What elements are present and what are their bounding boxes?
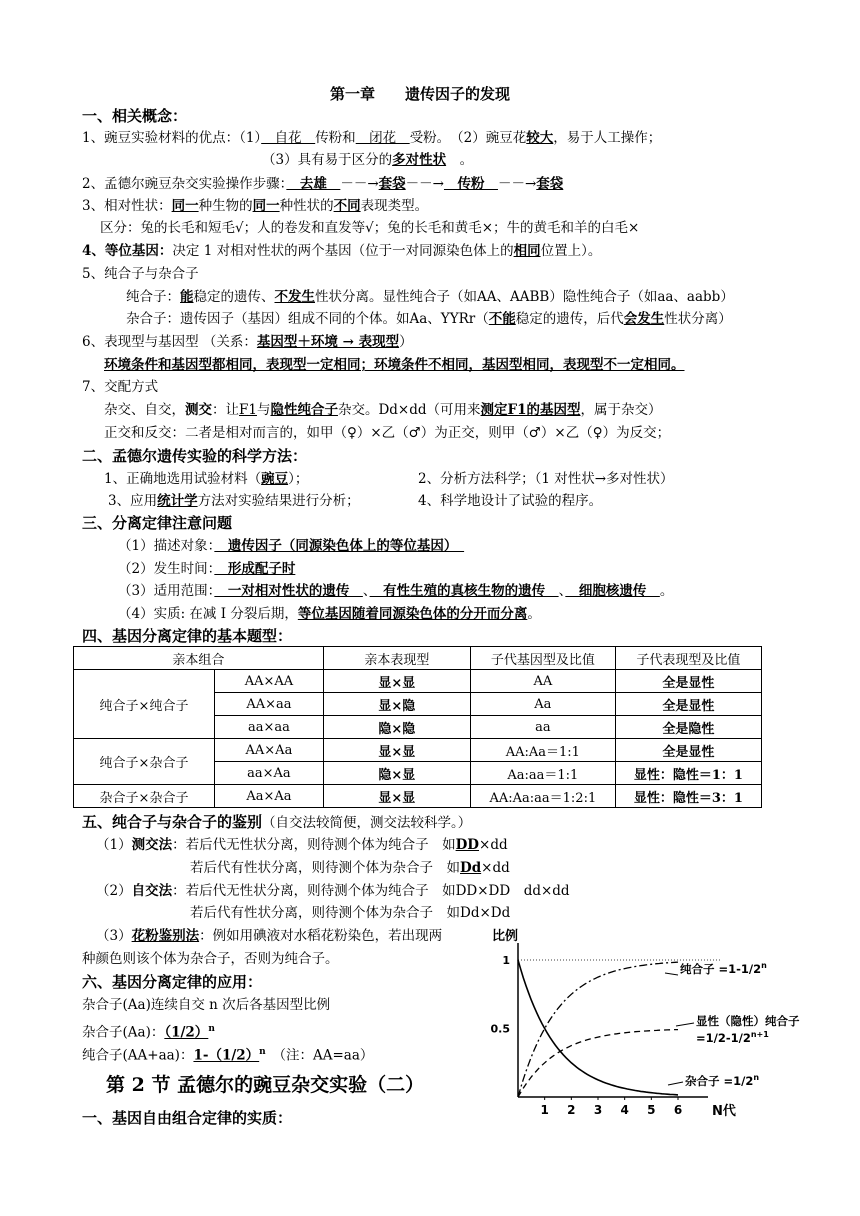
x-tick-label: 3 xyxy=(593,1103,603,1117)
text: 、 xyxy=(362,583,370,599)
emphasis: 遗传因子（同源染色体上的等位基因） xyxy=(214,538,465,554)
series-line-homozygote xyxy=(518,962,678,1097)
emphasis: 能 xyxy=(180,289,194,305)
text: ：例如用碘液对水稻花粉染色，若出现两 xyxy=(199,928,443,944)
text: 杂交。Dd×dd（可用来 xyxy=(337,402,481,418)
cell: AA:Aa＝1:1 xyxy=(470,739,615,762)
text: （3）具有易于区分的 xyxy=(262,152,393,168)
cell: AA×Aa xyxy=(215,739,324,762)
pollen-line-2: 种颜色则该个体为杂合子，否则为纯合子。 xyxy=(82,951,339,967)
pointer-arrow xyxy=(668,1082,683,1085)
group-cell: 纯合子×纯合子 xyxy=(74,670,215,739)
x-tick-label: 5 xyxy=(647,1103,656,1117)
selfing-intro: 杂合子(Aa)连续自交 n 次后各基因型比例 xyxy=(82,997,331,1013)
cell: Aa:aa＝1:1 xyxy=(470,762,615,785)
text: 种性状的 xyxy=(279,198,334,214)
x-tick-label: 6 xyxy=(673,1103,683,1117)
note-object xyxy=(118,536,464,556)
emphasis: 同一 xyxy=(252,198,280,214)
cell: Aa×Aa xyxy=(215,785,324,808)
selfcross-line-1 xyxy=(96,881,570,901)
text: 6、表现型与基因型 （关系： xyxy=(82,334,257,350)
text: ： xyxy=(172,883,186,899)
page-title: 第一章 遗传因子的发现 xyxy=(330,85,511,103)
emphasis: 统计学 xyxy=(157,493,198,509)
header-cell: 子代表现型及比值 xyxy=(615,647,761,670)
line-pea-advantages xyxy=(82,128,661,148)
emphasis: 有性生殖的真核生物的遗传 xyxy=(369,583,559,599)
section-2-title: 第 2 节 孟德尔的豌豆杂交实验（二） xyxy=(106,1074,425,1096)
text: 决定 1 对相对性状的两个基因（位于一对同源染色体上的 xyxy=(172,243,514,259)
series-line-heterozygote xyxy=(518,960,678,1095)
line-mating: 7、交配方式 xyxy=(82,379,159,395)
emphasis: 一对相对性状的遗传 xyxy=(214,583,363,599)
text: ）； xyxy=(288,471,309,487)
text: ：让 xyxy=(212,402,239,418)
note-scope xyxy=(118,581,673,601)
text: 性状分离） xyxy=(664,311,732,327)
group-cell: 杂合子×杂合子 xyxy=(74,785,215,808)
text: （1）描述对象： xyxy=(118,538,215,554)
line-distinguish: 区分：兔的长毛和短毛√；人的卷发和直发等√；兔的长毛和黄毛×；牛的黄毛和羊的白毛× xyxy=(100,220,640,236)
cell: 全是显性 xyxy=(615,739,761,762)
line-environment-note: 环境条件和基因型都相同，表现型一定相同；环境条件不相同，基因型相同，表现型不一定相同。 xyxy=(104,357,685,373)
method-1 xyxy=(104,469,308,489)
cell: 隐×显 xyxy=(323,762,470,785)
x-tick-label: 2 xyxy=(567,1103,576,1117)
emphasis: 相同 xyxy=(513,243,541,259)
selfing-ratio-chart xyxy=(480,925,820,1155)
text: 纯合子： xyxy=(126,289,180,305)
text: 种生物的 xyxy=(198,198,253,214)
text: 。 xyxy=(659,583,674,599)
cell: 显×显 xyxy=(323,739,470,762)
text: ： xyxy=(172,837,186,853)
text: 杂合子：遗传因子（基因）组成不同的个体。如Aa、YYRr（ xyxy=(126,311,489,327)
line-reciprocal: 正交和反交：二者是相对而言的，如甲（♀）×乙（♂）为正交，则甲（♂）×乙（♀）为反交； xyxy=(104,425,671,441)
note-time xyxy=(118,559,295,579)
text: 2、孟德尔豌豆杂交实验操作步骤： xyxy=(82,176,287,192)
emphasis: 同一 xyxy=(171,198,199,214)
heterozygote-formula xyxy=(82,1019,215,1043)
cell: 全是显性 xyxy=(615,670,761,693)
text: 传粉和 xyxy=(315,130,356,146)
text: （注：AA=aa） xyxy=(265,1047,374,1064)
step-pollinate: 传粉 xyxy=(443,176,498,192)
testcross-line-2 xyxy=(190,858,510,878)
pointer-arrow xyxy=(665,973,678,975)
label: 测交法 xyxy=(131,837,173,853)
group-cell: 纯合子×杂合子 xyxy=(74,739,215,785)
emphasis: 不能 xyxy=(488,311,516,327)
emphasis-relation: 基因型＋环境 → 表现型 xyxy=(256,334,400,350)
cell: 显×显 xyxy=(323,785,470,808)
emphasis: 细胞核遗传 xyxy=(565,583,660,599)
emphasis: 测定F1的基因型 xyxy=(480,402,581,418)
section-1-heading: 一、相关概念： xyxy=(82,107,188,125)
emphasis: Dd xyxy=(460,860,482,876)
text: 与 xyxy=(256,402,271,418)
label: 4、等位基因： xyxy=(82,243,173,259)
text: 3、应用 xyxy=(108,493,158,509)
text: 。 xyxy=(446,152,474,168)
emphasis: 等位基因随着同源染色体的分开而分离 xyxy=(297,606,528,622)
line-procedure xyxy=(82,174,563,194)
arrow: －－→ xyxy=(340,176,379,192)
emphasis: 测交 xyxy=(185,402,212,418)
note-essence xyxy=(118,604,541,624)
series-label-dominant-homozygote-formula: $=1/2-1/2^{n+1}$ xyxy=(696,1030,769,1045)
emphasis-multiple-traits: 多对性状 xyxy=(392,152,447,168)
method-3 xyxy=(108,491,360,511)
text: 杂交、自交， xyxy=(104,402,185,418)
x-tick-label: 1 xyxy=(540,1103,549,1117)
cell: 隐×隐 xyxy=(323,716,470,739)
text: 1、豌豆实验材料的优点：（1） xyxy=(82,130,262,146)
series-label-homozygote: 纯合子 $=1-1/2^n$ xyxy=(680,961,767,976)
text: ×dd xyxy=(479,837,508,853)
text: （2） xyxy=(96,883,132,899)
text: （2）发生时间： xyxy=(118,561,215,577)
series-line-dominant-homozygote xyxy=(518,1030,678,1097)
text: 性状分离。显性纯合子（如AA、AABB）隐性纯合子（如aa、aabb） xyxy=(315,289,734,305)
text: 。 xyxy=(527,606,541,622)
cell: 显性：隐性＝1：1 xyxy=(615,762,761,785)
line-homozygote xyxy=(126,287,734,307)
cell: aa×aa xyxy=(215,716,324,739)
method-4: 4、科学地设计了试验的程序。 xyxy=(418,493,603,509)
emphasis: 形成配子时 xyxy=(214,561,296,577)
pollen-line-1 xyxy=(96,926,442,946)
arrow: －－→ xyxy=(405,176,444,192)
text: （4）实质: 在减 I 分裂后期， xyxy=(118,606,298,622)
section-2-heading: 二、孟德尔遗传实验的科学方法： xyxy=(82,447,308,465)
step-bag-2: 套袋 xyxy=(536,176,564,192)
emphasis-larger: 较大 xyxy=(526,130,554,146)
text: 表现类型。 xyxy=(360,198,429,214)
cell: 显×显 xyxy=(323,670,470,693)
table-row xyxy=(74,670,762,693)
cell: AA×aa xyxy=(215,693,324,716)
text: （1） xyxy=(96,837,132,853)
line-relative-traits xyxy=(82,196,428,216)
section-6-heading: 六、基因分离定律的应用： xyxy=(82,973,263,991)
emphasis: 不同 xyxy=(333,198,361,214)
header-cell: 子代基因型及比值 xyxy=(470,647,615,670)
section-5-heading: 五、纯合子与杂合子的鉴别 xyxy=(82,813,263,831)
emphasis: 隐性纯合子 xyxy=(270,402,338,418)
emphasis: 会发生 xyxy=(623,311,665,327)
text: 若后代无性状分离，则待测个体为纯合子 如DD×DD dd×dd xyxy=(185,883,570,899)
text: （3）适用范围： xyxy=(118,583,215,599)
header-cell: 亲本表现型 xyxy=(323,647,470,670)
cell: AA xyxy=(470,670,615,693)
label: 自交法 xyxy=(131,883,173,899)
text: ，易于人工操作； xyxy=(553,130,662,146)
emphasis: 花粉鉴别法 xyxy=(131,928,200,944)
cell: 全是显性 xyxy=(615,693,761,716)
testcross-line-1 xyxy=(96,835,508,855)
text: ） xyxy=(399,334,413,350)
text: 纯合子(AA+aa)： xyxy=(82,1047,194,1064)
text: 杂合子(Aa)： xyxy=(82,1024,165,1041)
section-4-heading: 四、基因分离定律的基本题型： xyxy=(82,627,293,645)
emphasis: DD xyxy=(455,837,480,853)
text: 稳定的遗传，后代 xyxy=(515,311,624,327)
free-combination-heading: 一、基因自由组合定律的实质： xyxy=(82,1109,293,1127)
y-axis-label: 比例 xyxy=(492,929,519,944)
cell: aa×Aa xyxy=(215,762,324,785)
section-5-note: （自交法较简便，测交法较科学。） xyxy=(262,815,472,831)
y-tick-label: 0.5 xyxy=(490,1022,510,1036)
emphasis: F1 xyxy=(239,402,257,418)
cell: Aa xyxy=(470,693,615,716)
method-2: 2、分析方法科学；（1 对性状→多对性状） xyxy=(418,471,674,487)
line-testcross xyxy=(104,400,662,420)
section-5-heading-line xyxy=(82,812,471,833)
line-homo-hetero: 5、纯合子与杂合子 xyxy=(82,266,199,282)
y-tick-label: 1 xyxy=(502,954,510,967)
series-label-dominant-homozygote: 显性（隐性）纯合子 xyxy=(696,1014,800,1028)
cell: AA:Aa:aa＝1:2:1 xyxy=(470,785,615,808)
table-header-row xyxy=(74,647,762,670)
pointer-arrow xyxy=(676,1023,694,1026)
formula: （1/2） xyxy=(164,1024,209,1041)
text: 若后代有性状分离，则待测个体为杂合子 如 xyxy=(190,860,460,876)
text: 受粉。 （2）豌豆花 xyxy=(409,130,527,146)
x-tick-label: 4 xyxy=(620,1103,629,1117)
emphasis: 不发生 xyxy=(274,289,315,305)
cell: aa xyxy=(470,716,615,739)
step-emasculate: 去雄 xyxy=(286,176,341,192)
table-row xyxy=(74,739,762,762)
line-phenotype-genotype xyxy=(82,332,413,352)
cell: AA×AA xyxy=(215,670,324,693)
text: 1、正确地选用试验材料（ xyxy=(104,471,262,487)
text: 位置上）。 xyxy=(540,243,602,259)
exponent: n xyxy=(259,1047,266,1057)
text: ×dd xyxy=(481,860,510,876)
line-traits xyxy=(262,150,473,170)
emphasis: 豌豆 xyxy=(261,471,289,487)
formula: 1-（1/2） xyxy=(193,1047,260,1064)
homozygote-formula xyxy=(82,1042,373,1066)
text: 、 xyxy=(558,583,566,599)
text: 方法对实验结果进行分析； xyxy=(197,493,360,509)
exponent: n xyxy=(208,1024,215,1034)
cell: 显性：隐性＝3：1 xyxy=(615,785,761,808)
cell: 全是隐性 xyxy=(615,716,761,739)
blank-closed-flower: 闭花 xyxy=(355,130,410,146)
step-bag: 套袋 xyxy=(378,176,406,192)
text: 若后代无性状分离，则待测个体为纯合子 如 xyxy=(185,837,456,853)
text: （3） xyxy=(96,928,132,944)
text: 稳定的遗传、 xyxy=(193,289,275,305)
blank-self-pollination: 自花 xyxy=(261,130,316,146)
selfcross-line-2: 若后代有性状分离，则待测个体为杂合子 如Dd×Dd xyxy=(190,905,511,921)
line-heterozygote xyxy=(126,309,732,329)
table-row xyxy=(74,785,762,808)
header-cell: 亲本组合 xyxy=(74,647,324,670)
text: 3、相对性状： xyxy=(82,198,172,214)
text: ，属于杂交） xyxy=(580,402,662,418)
cell: 显×隐 xyxy=(323,693,470,716)
x-axis-label: N代 xyxy=(712,1104,736,1119)
section-3-heading: 三、分离定律注意问题 xyxy=(82,514,233,532)
series-label-heterozygote: 杂合子 $=1/2^n$ xyxy=(685,1073,760,1088)
line-alleles xyxy=(82,241,601,261)
arrow: －－→ xyxy=(497,176,537,192)
segregation-table xyxy=(73,646,762,808)
